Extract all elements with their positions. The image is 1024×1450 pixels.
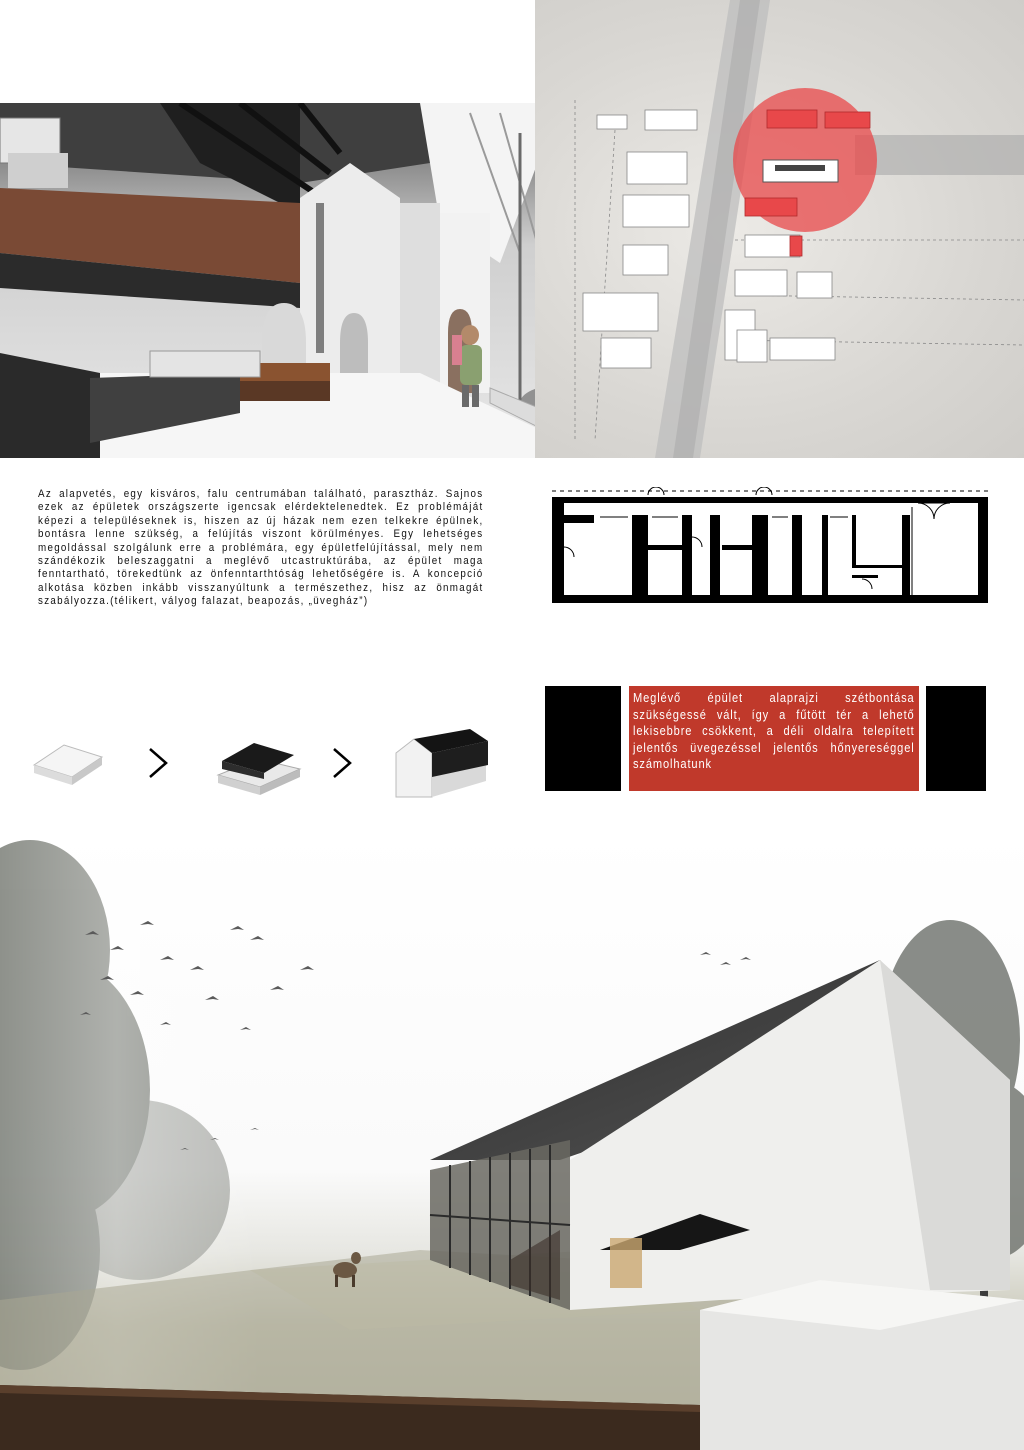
chevron-right-icon [150, 749, 166, 777]
concept-step-black-roof [218, 743, 300, 795]
info-side-block-left [545, 686, 621, 791]
concept-step-final-volume [396, 729, 488, 797]
exterior-render [0, 830, 1024, 1450]
chevron-right-icon [334, 749, 350, 777]
concept-diagram [28, 725, 498, 805]
concept-step-original-house [34, 745, 102, 785]
concept-diagram-drawing [28, 725, 498, 805]
info-box [629, 686, 919, 791]
info-box-text: Meglévő épület alaprajzi szétbontása szükségessé vált, így a fűtött tér a lehető lekisebbre csökkent, a déli oldalra telepített jelentős üvegezéssel jelentős hőnyereséggel számolhatunk [633, 691, 915, 771]
floor-plan [552, 487, 988, 605]
interior-render-drawing [0, 103, 600, 458]
exterior-render-drawing [0, 830, 1024, 1450]
info-side-block-right [926, 686, 986, 791]
project-description: Az alapvetés, egy kisváros, falu centrumában található, parasztház. Sajnos ezek az épületek országszerte igencsak elérdektelenedtek. Ez problémáját képezi a településeknek is, hiszen az új házak nem ezen telkekre épülnek, bontásra lenne szükség, a felújítás viszont körülményes. Egy lehetséges megoldással szolgálunk erre a problémára, egy épületfelújítással, mely nem szándékozik beleszaggatni a meglévő utcastruktúrába, az épület maga fenntartható, törekedtünk az önfenntarthtóság lehetőségére is. A koncepció alkotása közben inkább visszanyúltunk a természethez, hisz az önmagát szabályozza.(télikert, vályog falazat, beapozás, „üvegház”) [38, 488, 484, 608]
site-plan-drawing [535, 0, 1024, 458]
interior-render [0, 103, 600, 458]
site-plan [535, 0, 1024, 458]
floor-plan-drawing [552, 487, 988, 605]
